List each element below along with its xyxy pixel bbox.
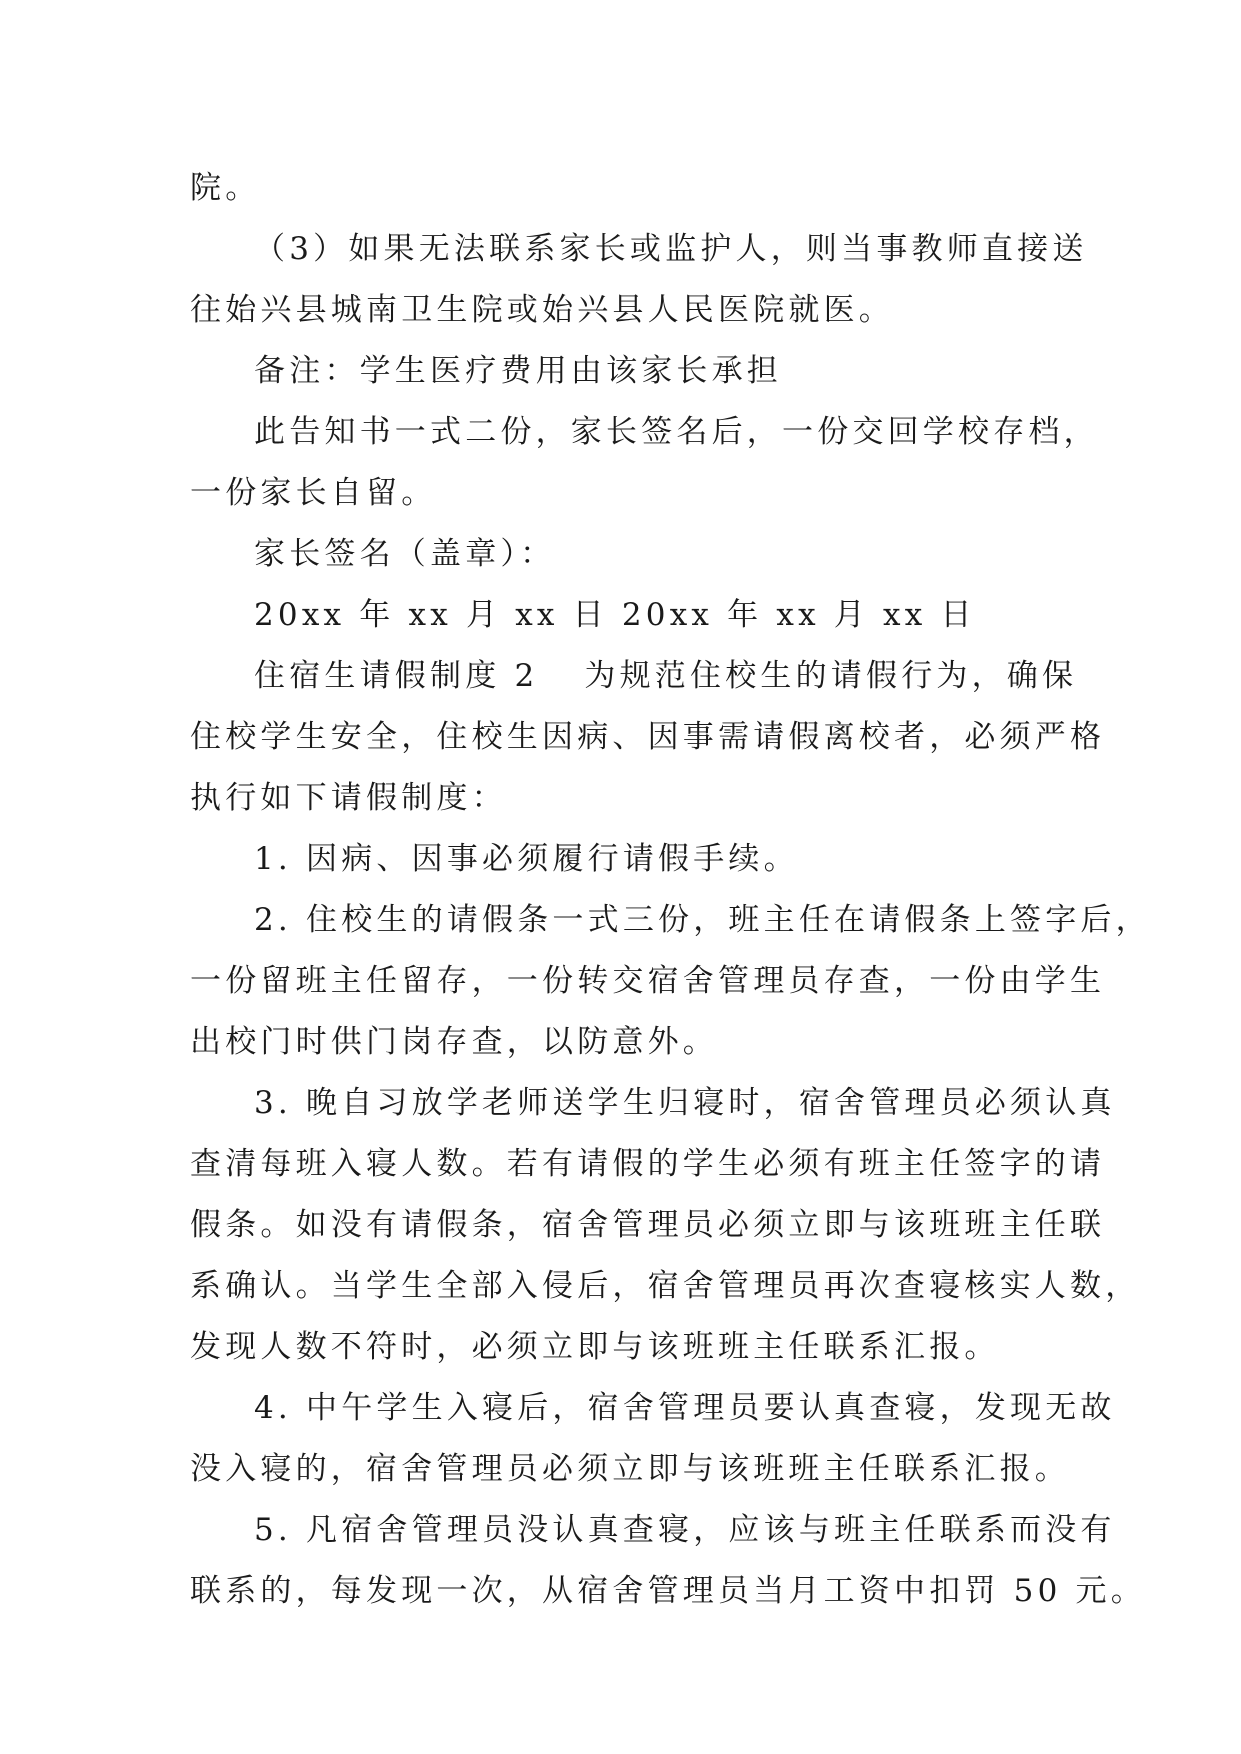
- text-line: 假条。如没有请假条，宿舍管理员必须立即与该班班主任联: [190, 1207, 1106, 1243]
- signature-label: 家长签名（盖章）：: [254, 536, 556, 572]
- text-line: 发现人数不符时，必须立即与该班班主任联系汇报。: [190, 1329, 1000, 1365]
- list-item: 5. 凡宿舍管理员没认真查寝，应该与班主任联系而没有: [254, 1512, 1116, 1548]
- text-line: 院。: [190, 170, 261, 206]
- text-line: 出校门时供门岗存查，以防意外。: [190, 1024, 718, 1060]
- text-line: （3）如果无法联系家长或监护人，则当事教师直接送: [254, 231, 1088, 267]
- date-line: 20xx 年 xx 月 xx 日 20xx 年 xx 月 xx 日: [254, 597, 976, 633]
- text-line: 此告知书一式二份，家长签名后，一份交回学校存档，: [254, 414, 1099, 450]
- text-line: 联系的，每发现一次，从宿舍管理员当月工资中扣罚 50 元。: [190, 1573, 1146, 1609]
- text-line: 一份家长自留。: [190, 475, 437, 511]
- list-item: 1. 因病、因事必须履行请假手续。: [254, 841, 799, 877]
- text-line: 系确认。当学生全部入侵后，宿舍管理员再次查寝核实人数，: [190, 1268, 1141, 1304]
- section-intro-text: 为规范住校生的请假行为，确保: [584, 658, 1078, 694]
- list-item: 3. 晚自习放学老师送学生归寝时，宿舍管理员必须认真: [254, 1085, 1116, 1121]
- text-line: 一份留班主任留存，一份转交宿舍管理员存查，一份由学生: [190, 963, 1106, 999]
- text-line: 住校学生安全，住校生因病、因事需请假离校者，必须严格: [190, 719, 1106, 755]
- document-body: [190, 158, 1151, 1622]
- text-line: 备注：学生医疗费用由该家长承担: [254, 353, 782, 389]
- list-item: 4. 中午学生入寝后，宿舍管理员要认真查寝，发现无故: [254, 1390, 1116, 1426]
- text-line: 执行如下请假制度：: [190, 780, 507, 816]
- list-item: 2. 住校生的请假条一式三份，班主任在请假条上签字后，: [254, 902, 1151, 938]
- text-line: 查清每班入寝人数。若有请假的学生必须有班主任签字的请: [190, 1146, 1106, 1182]
- text-line: 没入寝的，宿舍管理员必须立即与该班班主任联系汇报。: [190, 1451, 1070, 1487]
- section-heading-line: [190, 646, 1078, 707]
- text-line: 往始兴县城南卫生院或始兴县人民医院就医。: [190, 292, 894, 328]
- section-title: 住宿生请假制度 2: [254, 658, 539, 694]
